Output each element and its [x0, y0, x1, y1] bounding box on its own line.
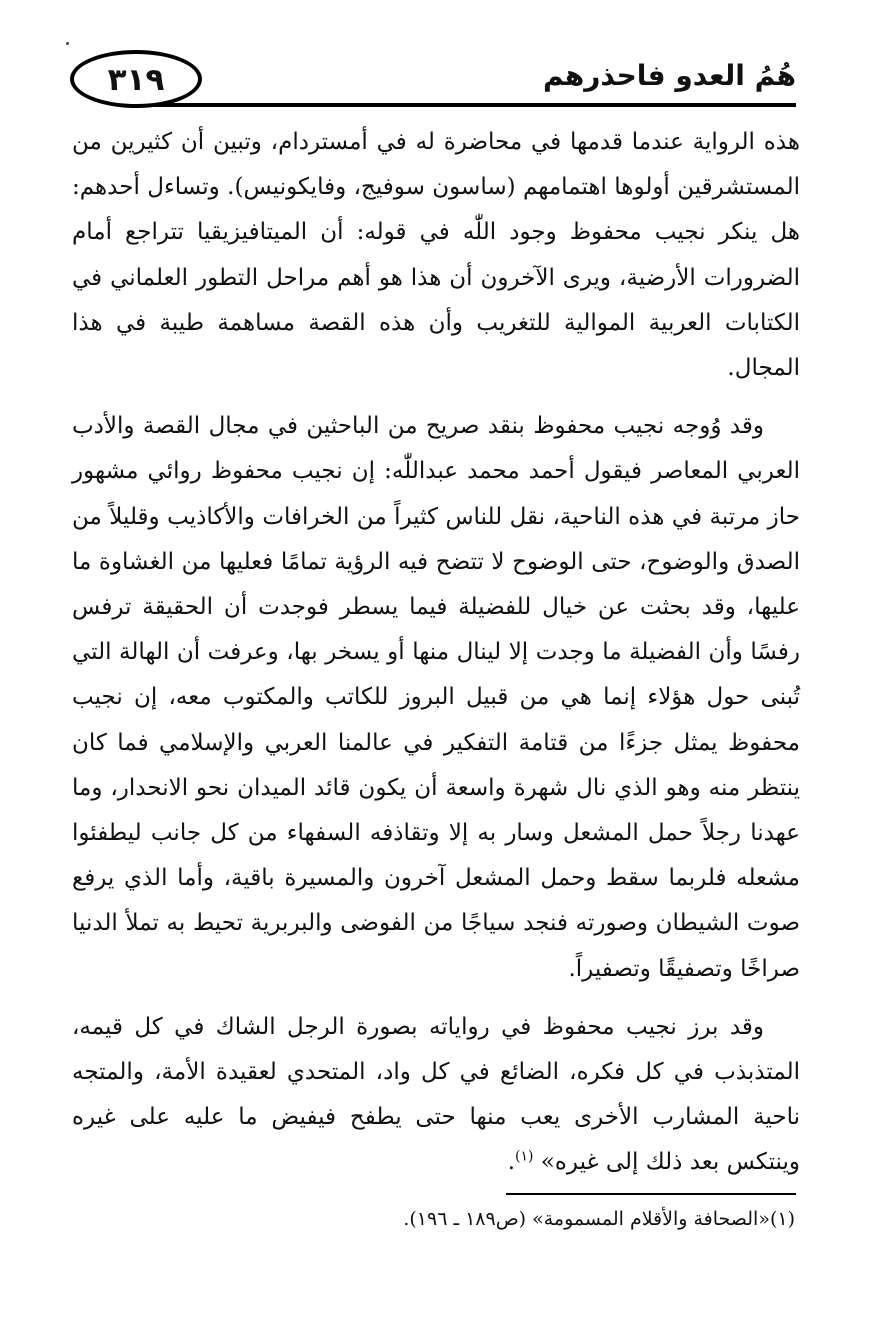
paragraph-3 — [72, 1005, 800, 1186]
header-rule — [130, 103, 796, 107]
paragraph-2: وقد وُوجه نجيب محفوظ بنقد صريح من الباحثين في مجال القصة والأدب العربي المعاصر فيقول أحمد محمد عبداللّٰه: إن نجيب محفوظ روائي مشهور حاز مرتبة في هذه الناحية، نقل للناس كثيراً من الخرافات والأكاذيب وقليلاً من الصدق والوضوح، حتى الوضوح لا تتضح فيه الرؤية تمامًا فعليها من الغشاوة ما عليها، وقد بحثت عن خيال للفضيلة فيما يسطر فوجدت أن الحقيقة ترفس رفسًا وأن الفضيلة ما وجدت إلا لينال منها أو يسخر بها، وعرفت أن الهالة التي تُبنى حول هؤلاء إنما هي من قبيل البروز للكاتب والمكتوب معه، إن نجيب محفوظ يمثل جزءًا من قتامة التفكير في عالمنا العربي والإسلامي فما كان ينتظر منه وهو الذي نال شهرة واسعة أن يكون قائد الميدان نحو الانحدار، وما عهدنا رجلاً حمل المشعل وسار به إلا وتقاذفه السفهاء من كل جانب ليطفئوا مشعله فلربما سقط وحمل المشعل آخرون والمسيرة باقية، وأما الذي يرفع صوت الشيطان وصورته فنجد سياجًا من الفوضى والبربرية تحيط به تملأ الدنيا صراخًا وتصفيقًا وتصفيراً. — [72, 413, 801, 982]
final-period: . — [507, 1149, 515, 1176]
paragraph-3-text: وقد برز نجيب محفوظ في رواياته بصورة الرجل الشاك في كل قيمه، المتذبذب في كل فكره، الضائع في كل واد، المتحدي لعقيدة الأمة، والمتجه ناحية المشارب الأخرى يعب منها حتى يطفح فيفيض ما عليه على غيره وينتكس بعد ذلك إلى غيره» — [72, 1013, 800, 1176]
footnote-rule — [506, 1193, 796, 1195]
body-text — [72, 120, 800, 1186]
running-title: هُمُ العدو فاحذرهم — [542, 59, 796, 92]
page-number-oval — [70, 50, 202, 108]
footnote-reference: (١) — [515, 1148, 534, 1165]
footnote: (١)«الصحافة والأقلام المسمومة» (ص١٨٩ ـ ١٩٦). — [403, 1208, 795, 1230]
page-number: ٣١٩ — [107, 62, 165, 98]
page-header — [58, 42, 796, 112]
paragraph-1: هذه الرواية عندما قدمها في محاضرة له في أمستردام، وتبين أن كثيرين من المستشرقين أولوها اهتمامهم (ساسون سوفيج، وفايكونيس). وتساءل أحدهم: هل ينكر نجيب محفوظ وجود اللّٰه في قوله: أن الميتافيزيقيا تتراجع أمام الضرورات الأرضية، ويرى الآخرون أن هذا هو أهم مراحل التطور العلماني في الكتابات العربية الموالية للتغريب وأن هذه القصة مساهمة طيبة في هذا المجال. — [72, 129, 800, 382]
